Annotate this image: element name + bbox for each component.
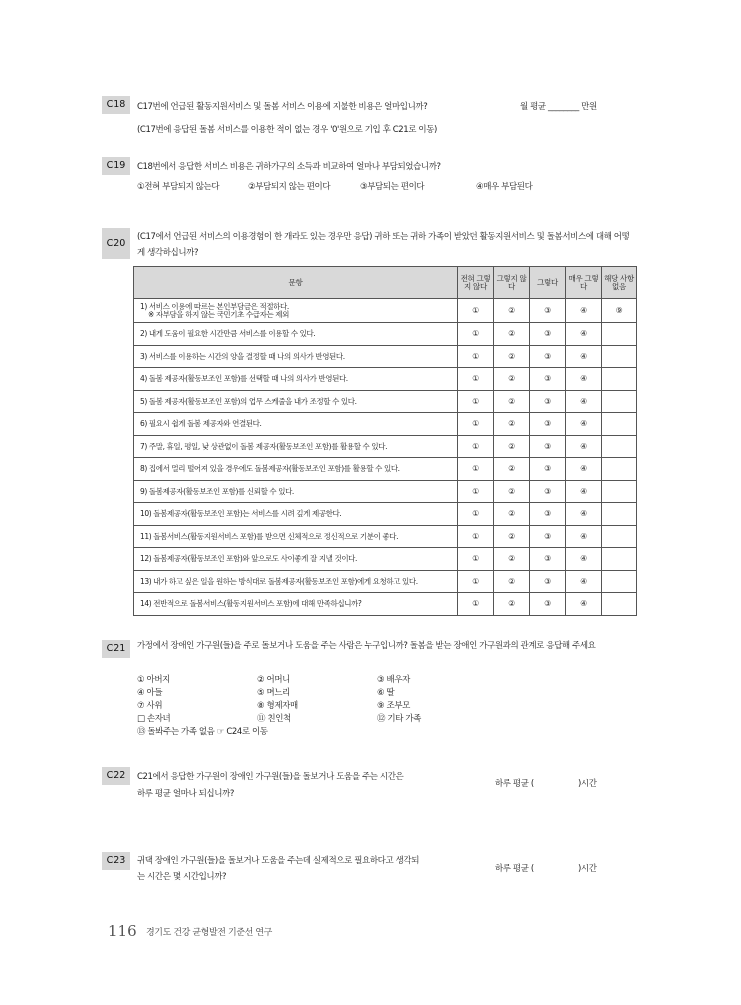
response-option-2[interactable]: ② xyxy=(494,390,530,413)
response-option-5[interactable] xyxy=(602,593,637,616)
response-option-1[interactable]: ① xyxy=(458,435,494,458)
option-c21-8[interactable]: ⑧ 형제자매 xyxy=(257,701,298,711)
answer-prefix-c22: 하루 평균 ( xyxy=(495,779,534,789)
response-option-2[interactable]: ② xyxy=(494,368,530,391)
table-row xyxy=(134,345,637,368)
response-option-5[interactable] xyxy=(602,368,637,391)
row-item-cell xyxy=(134,480,458,503)
option-c21-9[interactable]: ⑨ 조부모 xyxy=(377,701,410,711)
row-item-cell xyxy=(134,299,458,323)
response-option-3[interactable]: ③ xyxy=(530,323,566,346)
table-row xyxy=(134,413,637,436)
response-option-5[interactable] xyxy=(602,525,637,548)
response-option-4[interactable]: ④ xyxy=(566,390,602,413)
row-item-label: 2) 내게 도움이 필요한 시간만큼 서비스를 이용할 수 있다. xyxy=(140,329,316,339)
row-item-note: ※ 자부담을 하지 않는 국민기초 수급자는 제외 xyxy=(148,310,289,319)
satisfaction-table xyxy=(133,266,637,616)
response-option-5[interactable] xyxy=(602,390,637,413)
question-text-c23-line2: 는 시간은 몇 시간입니까? xyxy=(137,872,227,882)
answer-suffix-c22: )시간 xyxy=(578,779,597,789)
response-option-1[interactable]: ① xyxy=(458,570,494,593)
question-text-c22-line2: 하루 평균 얼마나 되십니까? xyxy=(137,789,234,799)
response-option-3[interactable]: ③ xyxy=(530,458,566,481)
question-text-c19: C18번에서 응답한 서비스 비용은 귀하가구의 소득과 비교하여 얼마나 부담되었습니까? xyxy=(137,162,441,172)
response-option-5[interactable] xyxy=(602,435,637,458)
question-number-c22: C22 xyxy=(102,767,130,785)
row-item-label: 9) 돌봄제공자(활동보조인 포함)를 신뢰할 수 있다. xyxy=(140,486,294,496)
row-item-cell xyxy=(134,390,458,413)
response-option-2[interactable]: ② xyxy=(494,458,530,481)
header-agree: 그렇다 xyxy=(530,267,566,299)
row-item-label: 4) 돌봄 제공자(활동보조인 포함)를 선택할 때 나의 의사가 반영된다. xyxy=(140,374,348,384)
question-text-c18: C17번에 언급된 활동지원서비스 및 돌봄 서비스 이용에 지불한 비용은 얼마입니까? xyxy=(137,102,428,112)
response-option-4[interactable]: ④ xyxy=(566,413,602,436)
table-row xyxy=(134,435,637,458)
table-row xyxy=(134,593,637,616)
response-option-3[interactable]: ③ xyxy=(530,480,566,503)
row-item-cell xyxy=(134,525,458,548)
row-item-cell xyxy=(134,323,458,346)
option-c19-1[interactable]: ①전혀 부담되지 않는다 xyxy=(137,182,220,192)
question-number-c21: C21 xyxy=(102,640,130,658)
row-item-label: 13) 내가 하고 싶은 일을 원하는 방식대로 돌봄제공자(활동보조인 포함)에게 요청하고 있다. xyxy=(140,576,418,586)
response-option-1[interactable]: ① xyxy=(458,548,494,571)
response-option-1[interactable]: ① xyxy=(458,345,494,368)
row-item-label: 3) 서비스를 이용하는 시간의 양을 결정할 때 나의 의사가 반영된다. xyxy=(140,351,345,361)
response-option-3[interactable]: ③ xyxy=(530,435,566,458)
table-row xyxy=(134,503,637,526)
question-text-c22-line1: C21에서 응답한 가구원이 장애인 가구원(들)을 돌보거나 도움을 주는 시간은 xyxy=(137,772,404,782)
row-item-cell xyxy=(134,345,458,368)
response-option-4[interactable]: ④ xyxy=(566,480,602,503)
option-c19-3[interactable]: ③부담되는 편이다 xyxy=(360,182,425,192)
option-c21-10[interactable]: □ 손자녀 xyxy=(137,714,171,724)
option-c19-4[interactable]: ④매우 부담된다 xyxy=(476,182,533,192)
response-option-4[interactable]: ④ xyxy=(566,368,602,391)
header-strongly-agree: 매우 그렇다 xyxy=(566,267,602,299)
option-c21-11[interactable]: ⑪ 친인척 xyxy=(257,714,291,724)
response-option-3[interactable]: ③ xyxy=(530,390,566,413)
option-c19-2[interactable]: ②부담되지 않는 편이다 xyxy=(248,182,331,192)
row-item-label: 11) 돌봄서비스(활동지원서비스 포함)를 받으면 신체적으로 정신적으로 기분이 좋다. xyxy=(140,531,399,541)
response-option-3[interactable]: ③ xyxy=(530,368,566,391)
table-row xyxy=(134,299,637,323)
response-option-1[interactable]: ① xyxy=(458,413,494,436)
response-option-2[interactable]: ② xyxy=(494,525,530,548)
row-item-label: 6) 필요시 쉽게 돌봄 제공자와 연결된다. xyxy=(140,419,262,429)
table-row xyxy=(134,570,637,593)
row-item-cell xyxy=(134,503,458,526)
response-option-2[interactable]: ② xyxy=(494,299,530,323)
response-option-3[interactable]: ③ xyxy=(530,570,566,593)
response-option-5[interactable] xyxy=(602,548,637,571)
response-option-3[interactable]: ③ xyxy=(530,593,566,616)
option-c21-2[interactable]: ② 어머니 xyxy=(257,675,290,685)
row-item-cell xyxy=(134,435,458,458)
response-option-1[interactable]: ① xyxy=(458,390,494,413)
response-option-4[interactable]: ④ xyxy=(566,503,602,526)
response-option-4[interactable]: ④ xyxy=(566,435,602,458)
response-option-5[interactable] xyxy=(602,458,637,481)
option-c21-6[interactable]: ⑥ 딸 xyxy=(377,688,395,698)
response-option-2[interactable]: ② xyxy=(494,413,530,436)
response-option-4[interactable]: ④ xyxy=(566,323,602,346)
response-option-4[interactable]: ④ xyxy=(566,345,602,368)
question-note-c18: (C17번에 응답된 돌봄 서비스를 이용한 적이 없는 경우 '0'원으로 기입 후 C21로 이동) xyxy=(137,125,437,135)
row-item-cell xyxy=(134,368,458,391)
row-item-cell xyxy=(134,548,458,571)
response-option-1[interactable]: ① xyxy=(458,299,494,323)
header-disagree: 그렇지 않다 xyxy=(494,267,530,299)
question-number-c19: C19 xyxy=(102,157,130,175)
answer-prefix-c23: 하루 평균 ( xyxy=(495,864,534,874)
table-row xyxy=(134,548,637,571)
response-option-5[interactable] xyxy=(602,413,637,436)
question-text-c21: 가정에서 장애인 가구원(들)을 주로 돌보거나 도움을 주는 사람은 누구입니까? 돌봄을 받는 장애인 가구원과의 관계로 응답해 주세요 xyxy=(137,641,596,651)
row-item-label: 1) 서비스 이용에 따르는 본인부담금은 적절하다. xyxy=(140,302,289,311)
response-option-1[interactable]: ① xyxy=(458,525,494,548)
row-item-label: 8) 집에서 멀리 떨어져 있을 경우에도 돌봄제공자(활동보조인 포함)를 활용할 수 있다. xyxy=(140,464,400,474)
footer-title: 경기도 건강 균형발전 기준선 연구 xyxy=(146,928,272,938)
response-option-4[interactable]: ④ xyxy=(566,570,602,593)
response-option-1[interactable]: ① xyxy=(458,458,494,481)
row-item-label: 7) 주말, 휴일, 평일, 낮 상관없이 돌봄 제공자(활동보조인 포함)를 활용할 수 있다. xyxy=(140,441,388,451)
response-option-1[interactable]: ① xyxy=(458,323,494,346)
row-item-cell xyxy=(134,458,458,481)
response-option-4[interactable]: ④ xyxy=(566,299,602,323)
option-c21-4[interactable]: ④ 아들 xyxy=(137,688,163,698)
response-option-4[interactable]: ④ xyxy=(566,593,602,616)
response-option-2[interactable]: ② xyxy=(494,503,530,526)
response-option-2[interactable]: ② xyxy=(494,548,530,571)
response-option-2[interactable]: ② xyxy=(494,593,530,616)
option-c21-5[interactable]: ⑤ 며느리 xyxy=(257,688,290,698)
table-row xyxy=(134,368,637,391)
option-c21-1[interactable]: ① 아버지 xyxy=(137,675,170,685)
question-text-c23-line1: 귀댁 장애인 가구원(들)을 돌보거나 도움을 주는데 실제적으로 필요하다고 생각되 xyxy=(137,856,420,866)
question-text-c20: (C17에서 언급된 서비스의 이용경험이 한 개라도 있는 경우만 응답) 귀하 또는 귀하 가족이 받았던 활동지원서비스 및 돌봄서비스에 대해 어떻게 생각하십니까? xyxy=(137,232,630,258)
row-item-label: 14) 전반적으로 돌봄서비스(활동지원서비스 포함)에 대해 만족하십니까? xyxy=(140,599,362,609)
response-option-1[interactable]: ① xyxy=(458,368,494,391)
row-item-label: 10) 돌봄제공자(활동보조인 포함)는 서비스를 시려 깊게 제공한다. xyxy=(140,509,342,519)
option-c21-7[interactable]: ⑦ 사위 xyxy=(137,701,163,711)
header-not-applicable: 해당 사항 없음 xyxy=(602,267,637,299)
row-item-cell xyxy=(134,570,458,593)
response-option-4[interactable]: ④ xyxy=(566,548,602,571)
response-option-3[interactable]: ③ xyxy=(530,413,566,436)
response-option-2[interactable]: ② xyxy=(494,435,530,458)
response-option-2[interactable]: ② xyxy=(494,570,530,593)
table-header-row xyxy=(134,267,637,299)
table-body xyxy=(134,299,637,616)
response-option-1[interactable]: ① xyxy=(458,503,494,526)
option-c21-12[interactable]: ⑫ 기타 가족 xyxy=(377,714,421,724)
response-option-5[interactable] xyxy=(602,480,637,503)
response-option-5[interactable] xyxy=(602,503,637,526)
response-option-3[interactable]: ③ xyxy=(530,299,566,323)
page-number: 116 xyxy=(108,922,137,940)
table-row xyxy=(134,323,637,346)
row-item-label: 12) 돌봄제공자(활동보조인 포함)와 앞으로도 사이좋게 잘 지낼 것이다. xyxy=(140,554,358,564)
response-option-3[interactable]: ③ xyxy=(530,503,566,526)
question-number-c23: C23 xyxy=(102,852,130,870)
response-option-3[interactable]: ③ xyxy=(530,525,566,548)
question-number-c18: C18 xyxy=(102,96,130,114)
response-option-4[interactable]: ④ xyxy=(566,525,602,548)
response-option-3[interactable]: ③ xyxy=(530,548,566,571)
response-option-5[interactable] xyxy=(602,570,637,593)
response-option-2[interactable]: ② xyxy=(494,345,530,368)
option-c21-13[interactable]: ⑬ 돌봐주는 가족 없음 ☞ C24로 이동 xyxy=(137,727,268,737)
row-item-cell xyxy=(134,593,458,616)
table-row xyxy=(134,525,637,548)
response-option-5[interactable] xyxy=(602,345,637,368)
response-option-2[interactable]: ② xyxy=(494,480,530,503)
row-item-cell xyxy=(134,413,458,436)
row-item-label: 5) 돌봄 제공자(활동보조인 포함)의 업무 스케줄을 내가 조정할 수 있다. xyxy=(140,396,357,406)
table-row xyxy=(134,458,637,481)
response-option-1[interactable]: ① xyxy=(458,480,494,503)
response-option-1[interactable]: ① xyxy=(458,593,494,616)
table-row xyxy=(134,480,637,503)
header-item: 문항 xyxy=(134,267,458,299)
answer-suffix-c23: )시간 xyxy=(578,864,597,874)
table-row xyxy=(134,390,637,413)
header-strongly-disagree: 전혀 그렇지 않다 xyxy=(458,267,494,299)
response-option-5[interactable] xyxy=(602,323,637,346)
response-option-5[interactable]: ⑨ xyxy=(602,299,637,323)
option-c21-3[interactable]: ③ 배우자 xyxy=(377,675,410,685)
response-option-2[interactable]: ② xyxy=(494,323,530,346)
question-number-c20: C20 xyxy=(102,228,130,259)
response-option-3[interactable]: ③ xyxy=(530,345,566,368)
response-option-4[interactable]: ④ xyxy=(566,458,602,481)
answer-field-c18[interactable]: 월 평균 ________ 만원 xyxy=(520,102,597,112)
